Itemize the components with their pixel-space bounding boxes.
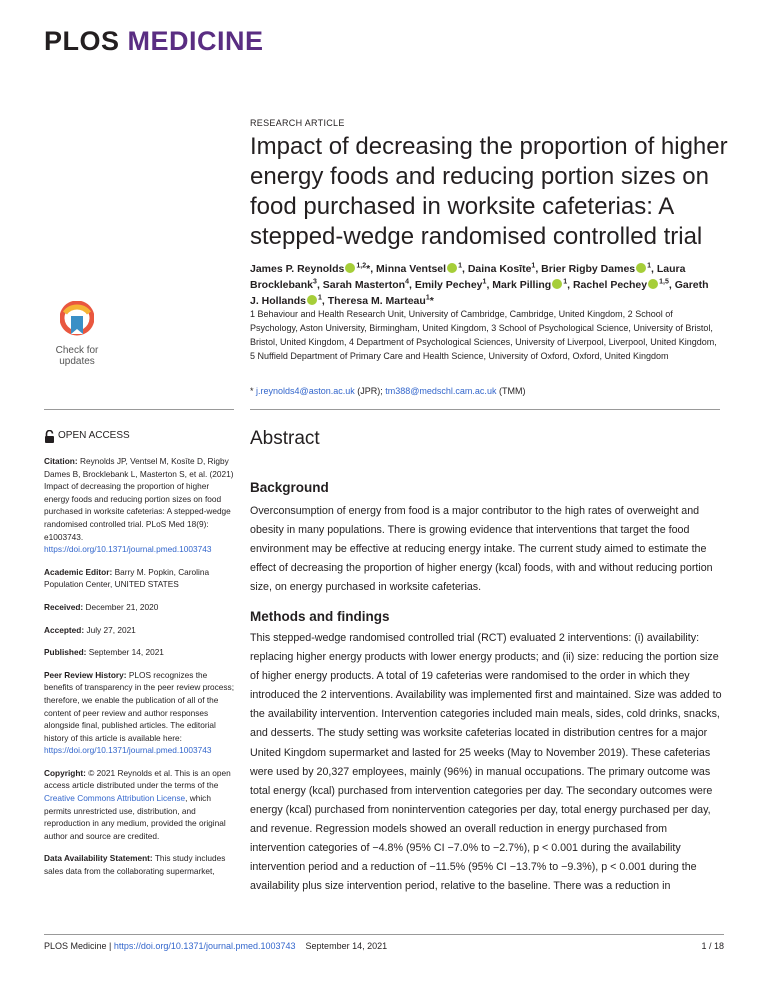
author: Rachel Pechey $^{1,5}$ [572, 278, 669, 291]
peer-review-link[interactable]: https://doi.org/10.1371/journal.pmed.1003743 [44, 745, 212, 756]
academic-editor: Academic Editor: Barry M. Popkin, Carolina Population Center, UNITED STATES [44, 566, 210, 590]
abstract-heading: Abstract [250, 428, 320, 449]
page-number: 1 / 18 [701, 941, 724, 951]
article-sidebar [44, 430, 236, 888]
orcid-icon[interactable] [636, 263, 646, 273]
open-lock-icon [44, 430, 55, 443]
author: Brier Rigby Dames $^1$ [541, 262, 652, 275]
peer-review-history: Peer Review History: PLOS recognizes the benefits of transparency in the peer review process; therefore, we enable the publication of all of the content of peer review and author responses alongside final, published articles. The editorial history of this article is available here: https://doi.org/10.1371/journal.pmed.1003743 [44, 669, 235, 756]
methods-heading: Methods and findings [250, 609, 390, 624]
article-title: Impact of decreasing the proportion of higher energy foods and reducing portion sizes on food purchased in worksite cafeterias: A stepped-wedge randomised controlled trial [250, 133, 728, 250]
accepted-date: Accepted: July 27, 2021 [44, 624, 136, 635]
article-type: RESEARCH ARTICLE [250, 118, 345, 128]
author: Laura Brocklebank$^3$ [250, 263, 686, 291]
correspondence: * j.reynolds4@aston.ac.uk (JPR); tm388@medschl.cam.ac.uk (TMM) [250, 386, 526, 396]
email-link-1[interactable]: j.reynolds4@aston.ac.uk [256, 386, 355, 396]
orcid-icon[interactable] [552, 279, 562, 289]
author: Minna Ventsel $^1$ [376, 262, 462, 275]
email-link-2[interactable]: tm388@medschl.cam.ac.uk [385, 386, 497, 396]
author: Daina Kosīte$^1$ [467, 262, 536, 275]
author: Gareth J. Hollands $^1$ [250, 279, 709, 307]
background-text: Overconsumption of energy from food is a major contributor to the high rates of overweight and obesity in many populations. There is growing evidence that interventions that target the food environment may be effective at reducing energy intake. The current study aimed to estimate the effect of decreasing the proportion of higher energy (kcal) foods, with and without reducing portion size, on energy purchased in worksite cafeterias. [250, 505, 713, 594]
orcid-icon[interactable] [447, 263, 457, 273]
check-for-updates-badge[interactable]: Check for updates [52, 301, 102, 371]
data-availability: Data Availability Statement: This study includes sales data from the collaborating supermarket, [44, 853, 226, 877]
author: Emily Pechey$^1$ [414, 278, 487, 291]
citation: Citation: Reynolds JP, Ventsel M, Kosīte D, Rigby Dames B, Brocklebank L, Masterton S, et al. (2021) Impact of decreasing the proportion of higher energy foods and reducing portion sizes on food purchased in worksite cafeterias: A stepped-wedge randomised controlled trial. PLoS Med 18(9): e1003743. https://doi.org/10.1371/journal.pmed.1003743 [44, 456, 234, 555]
affiliations: 1 Behaviour and Health Research Unit, University of Cambridge, Cambridge, United Kingdom, 2 School of Psychology, Aston University, Birmingham, United Kingdom, 3 School of Psychological Science, University of Bristol, Bristol, United Kingdom, 4 Department of Psychological Sciences, University of Liverpool, Liverpool, United Kingdom, 5 Nuffield Department of Primary Care and Health Science, University of Oxford, Oxford, United Kingdom [250, 309, 717, 361]
author-list: James P. Reynolds $^{1,2}$*, Minna Ventsel $^1$, Daina Kosīte$^1$, Brier Rigby Dames $^1$, Laura Brocklebank$^3$, Sarah Masterton$^4$, Emily Pechey$^1$, Mark Pilling $^1$, Rachel Pechey $^{1,5}$, Gareth J. Hollands $^1$, Theresa M. Marteau$^1$* [250, 262, 709, 307]
orcid-icon[interactable] [648, 279, 658, 289]
background-heading: Background [250, 480, 329, 495]
citation-doi-link[interactable]: https://doi.org/10.1371/journal.pmed.1003743 [44, 544, 212, 555]
license-link[interactable]: Creative Commons Attribution License [44, 793, 186, 804]
author: James P. Reynolds $^{1,2}$* [250, 262, 371, 275]
sidebar-divider [44, 409, 234, 410]
journal-logo: PLOS MEDICINE [44, 26, 264, 56]
footer-divider [44, 934, 724, 935]
open-access-label: OPEN ACCESS [44, 430, 236, 443]
check-for-updates-icon [60, 301, 94, 341]
footer-doi-link[interactable]: https://doi.org/10.1371/journal.pmed.1003743 [113, 941, 296, 951]
copyright: Copyright: © 2021 Reynolds et al. This is an open access article distributed under the terms of the Creative Commons Attribution License, which permits unrestricted use, distribution, and reproduction in any medium, provided the original author and source are credited. [44, 767, 231, 841]
author: Sarah Masterton$^4$ [322, 278, 409, 291]
received-date: Received: December 21, 2020 [44, 601, 159, 612]
methods-text: This stepped-wedge randomised controlled trial (RCT) evaluated 2 interventions: (i) availability: replacing higher energy products with lower energy products; and (ii) size: reducing the portion size of higher energy products. A total of 19 cafeterias were randomised to the order in which they introduced the 2 interventions. Availability was implemented first and maintained. Size was added to the availability intervention. Intervention categories included main meals, sides, cold drinks, snacks, and desserts. The study setting was worksite cafeterias located in distribution centres for a major United Kingdom supermarket and lasted for 25 weeks (May to November 2019). These cafeterias were used by 20,327 employees, mainly (96%) in manual occupations. The primary outcome was total energy (kcal) purchased from intervention categories per day. The secondary outcomes were energy (kcal) purchased from nonintervention categories per day, total energy purchased per day, and revenue. Regression models showed an overall reduction in energy purchased from intervention categories of −4.8% (95% CI −7.0% to −2.7%), p < 0.001 during the availability intervention period and a reduction of −11.5% (95% CI −13.7% to −9.3%), p < 0.001 during the availability plus size intervention period, relative to the baseline. There was a reduction in [250, 632, 722, 893]
header-divider [250, 409, 720, 410]
author: Mark Pilling $^1$ [492, 278, 568, 291]
published-date: Published: September 14, 2021 [44, 647, 164, 658]
author: Theresa M. Marteau$^1$* [327, 294, 434, 307]
page-footer: PLOS Medicine | https://doi.org/10.1371/journal.pmed.1003743 September 14, 2021 1 / 18 [44, 941, 724, 951]
orcid-icon[interactable] [345, 263, 355, 273]
orcid-icon[interactable] [307, 295, 317, 305]
